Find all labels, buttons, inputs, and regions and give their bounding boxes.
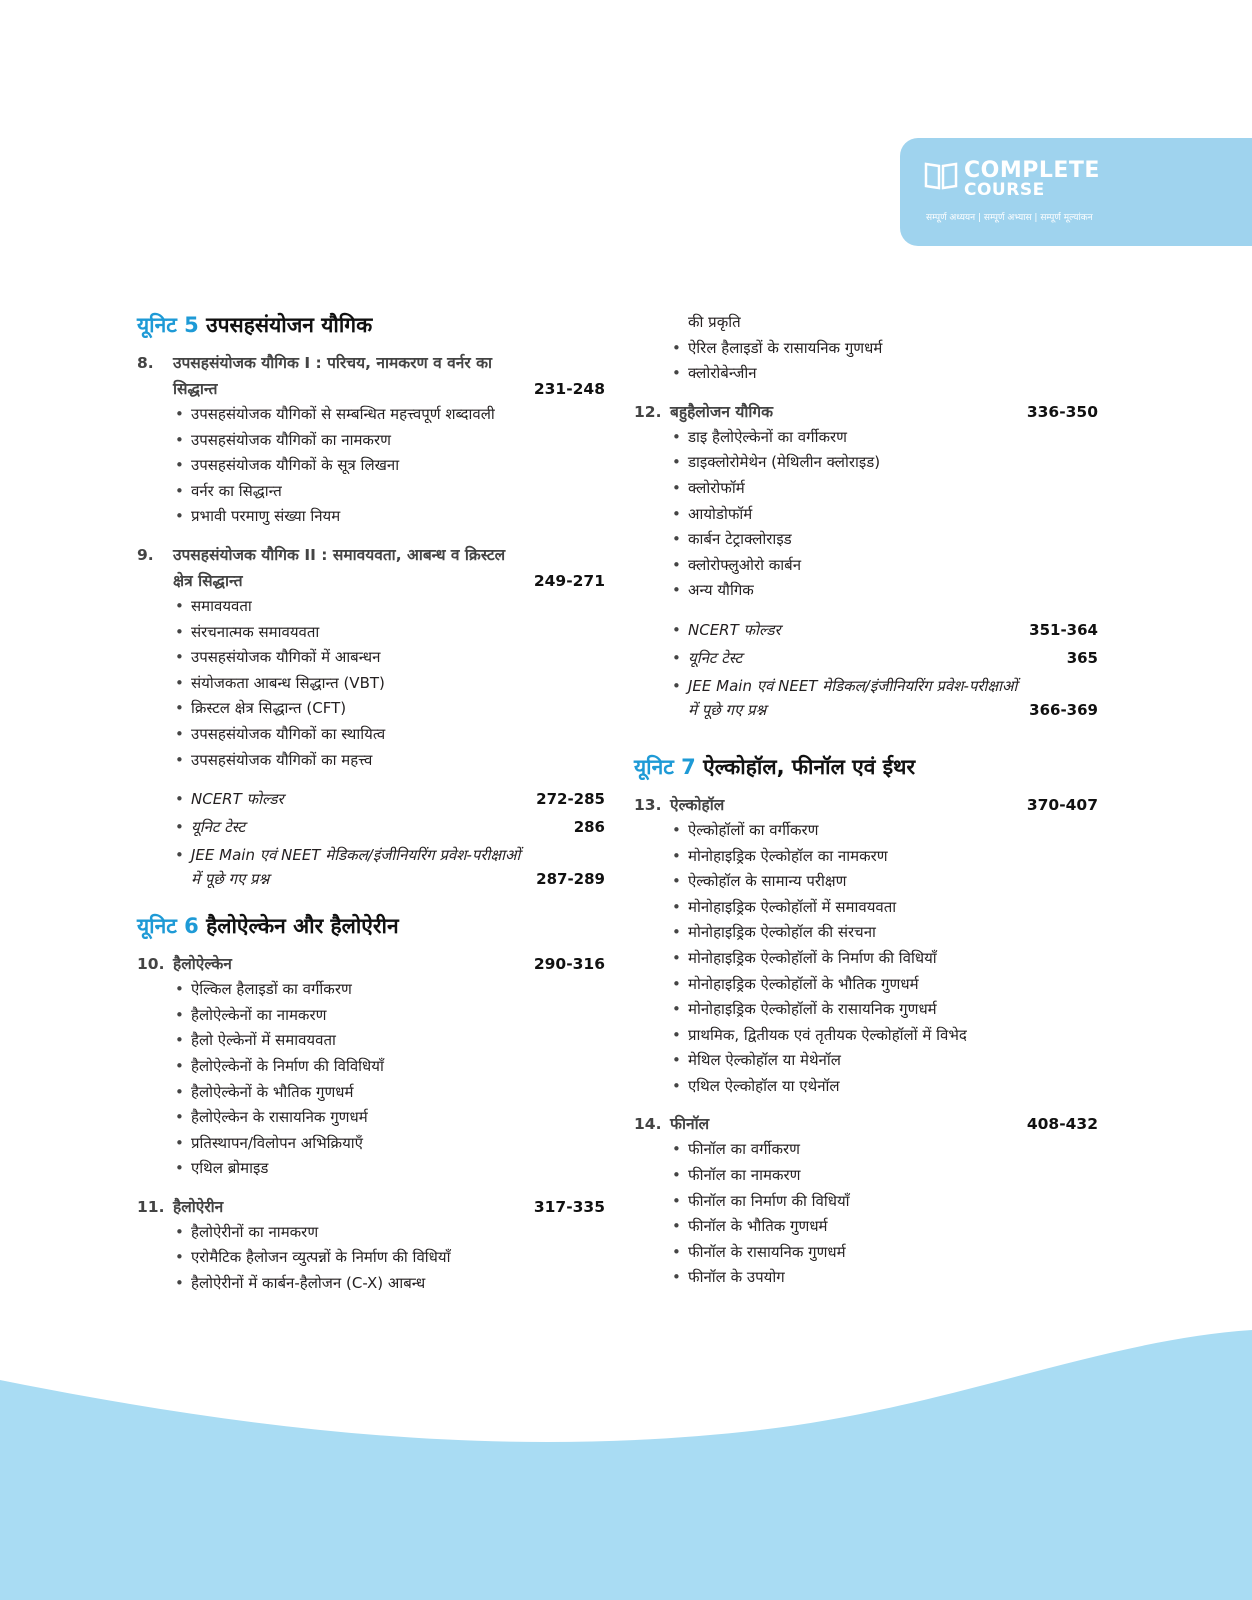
extra-pages: 286 <box>573 818 605 837</box>
topic-item: • मोनोहाइड्रिक ऐल्कोहॉलों के भौतिक गुणधर्म <box>672 972 1098 998</box>
topic-item: • आयोडोफॉर्म <box>672 502 1098 528</box>
topic-item: • उपसहसंयोजक यौगिकों में आबन्धन <box>175 645 605 671</box>
topic-item: • मोनोहाइड्रिक ऐल्कोहॉलों के रासायनिक गुणधर्म <box>672 997 1098 1023</box>
previous-exam-questions-entry[interactable] <box>137 841 605 893</box>
chapter-14-entry[interactable] <box>634 1111 1098 1137</box>
topic-item: • फीनॉल के भौतिक गुणधर्म <box>672 1214 1098 1240</box>
topic-item: • हैलोऐल्केनों के भौतिक गुणधर्म <box>175 1080 605 1106</box>
chapter-pages: 290-316 <box>533 955 605 974</box>
topic-item: • संयोजकता आबन्ध सिद्धान्त (VBT) <box>175 671 605 697</box>
chapter-title: उपसहसंयोजक यौगिक II : समावयवता, आबन्ध व क्रिस्टल क्षेत्र सिद्धान्त <box>173 545 506 590</box>
topic-item: • मोनोहाइड्रिक ऐल्कोहॉल की संरचना <box>672 920 1098 946</box>
toc-left-column <box>137 310 605 1309</box>
unit-6-extras <box>634 616 1098 724</box>
chapter-13-topics <box>634 818 1098 1100</box>
chapter-title: बहुहैलोजन यौगिक <box>670 402 773 421</box>
topic-item: • प्राथमिक, द्वितीयक एवं तृतीयक ऐल्कोहॉलों में विभेद <box>672 1023 1098 1049</box>
topic-item: • क्लोरोफॉर्म <box>672 476 1098 502</box>
chapter-title: फीनॉल <box>670 1115 710 1134</box>
chapter-pages: 317-335 <box>533 1197 605 1216</box>
chapter-number: 13. <box>634 795 662 814</box>
chapter-title: ऐल्कोहॉल <box>670 795 725 814</box>
unit-6-label: यूनिट 6 <box>137 914 199 939</box>
topic-item: • प्रभावी परमाणु संख्या नियम <box>175 504 605 530</box>
chapter-11-continued-topics <box>634 336 1098 387</box>
logo-text-complete: COMPLETE <box>964 158 1100 183</box>
chapter-9-entry[interactable] <box>137 542 605 594</box>
topic-item: • डाइक्लोरोमेथेन (मेथिलीन क्लोराइड) <box>672 450 1098 476</box>
topic-item: • ऐल्किल हैलाइडों का वर्गीकरण <box>175 977 605 1003</box>
topic-item: • हैलोऐरीनों का नामकरण <box>175 1220 605 1246</box>
chapter-10-entry[interactable] <box>137 951 605 977</box>
topic-item: • प्रतिस्थापन/विलोपन अभिक्रियाएँ <box>175 1131 605 1157</box>
topic-item: • हैलो ऐल्केनों में समावयवता <box>175 1028 605 1054</box>
chapter-pages: 249-271 <box>533 571 605 590</box>
chapter-pages: 408-432 <box>1026 1115 1098 1134</box>
topic-item: • उपसहसंयोजक यौगिकों से सम्बन्धित महत्त्वपूर्ण शब्दावली <box>175 402 605 428</box>
chapter-pages: 370-407 <box>1026 795 1098 814</box>
topic-item: • फीनॉल का नामकरण <box>672 1163 1098 1189</box>
topic-item: • कार्बन टेट्राक्लोराइड <box>672 527 1098 553</box>
chapter-13-entry[interactable] <box>634 792 1098 818</box>
chapter-number: 11. <box>137 1197 165 1216</box>
topic-item: • हैलोऐल्केनों के निर्माण की विविधियाँ <box>175 1054 605 1080</box>
topic-item: • हैलोऐल्केनों का नामकरण <box>175 1003 605 1029</box>
chapter-9-topics <box>137 594 605 773</box>
chapter-number: 10. <box>137 955 165 974</box>
topic-item: • क्लोरोबेन्जीन <box>672 361 1098 387</box>
chapter-12-entry[interactable] <box>634 399 1098 425</box>
topic-item: • मोनोहाइड्रिक ऐल्कोहॉल का नामकरण <box>672 844 1098 870</box>
unit-7-label: यूनिट 7 <box>634 754 696 779</box>
topic-item: • उपसहसंयोजक यौगिकों का स्थायित्व <box>175 722 605 748</box>
topic-item: • क्रिस्टल क्षेत्र सिद्धान्त (CFT) <box>175 696 605 722</box>
unit-5-title: उपसहसंयोजन यौगिक <box>206 313 373 337</box>
extra-label: NCERT फोल्डर <box>688 620 781 639</box>
unit-7-title: ऐल्कोहॉल, फीनॉल एवं ईथर <box>703 754 916 779</box>
chapter-8-entry[interactable] <box>137 350 605 402</box>
extra-pages: 366-369 <box>1029 700 1098 719</box>
topic-item: • मोनोहाइड्रिक ऐल्कोहॉलों के निर्माण की विधियाँ <box>672 946 1098 972</box>
topic-item: • ऐरिल हैलाइडों के रासायनिक गुणधर्म <box>672 336 1098 362</box>
topic-item: • उपसहसंयोजक यौगिकों का महत्त्व <box>175 748 605 774</box>
unit-6-heading <box>137 911 605 941</box>
open-book-icon <box>924 160 958 190</box>
topic-item: • एरोमैटिक हैलोजन व्युत्पन्नों के निर्माण की विधियाँ <box>175 1245 605 1271</box>
chapter-number: 14. <box>634 1115 662 1134</box>
extra-pages: 287-289 <box>536 870 605 889</box>
topic-item: • मोनोहाइड्रिक ऐल्कोहॉलों में समावयवता <box>672 895 1098 921</box>
extra-label: JEE Main एवं NEET मेडिकल/इंजीनियरिंग प्रवेश-परीक्षाओं में पूछे गए प्रश्न <box>688 676 1018 719</box>
chapter-title: हैलोऐल्केन <box>173 955 232 974</box>
extra-pages: 365 <box>1066 648 1098 667</box>
chapter-pages: 231-248 <box>533 380 605 398</box>
topic-item: • क्लोरोफ्लुओरो कार्बन <box>672 553 1098 579</box>
chapter-12-topics <box>634 425 1098 604</box>
logo-tagline: सम्पूर्ण अध्ययन | सम्पूर्ण अभ्यास | सम्पूर्ण मूल्यांकन <box>926 213 1093 223</box>
unit-5-label: यूनिट 5 <box>137 313 199 337</box>
topic-item: • फीनॉल का निर्माण की विधियाँ <box>672 1189 1098 1215</box>
topic-item: • एथिल ब्रोमाइड <box>175 1156 605 1182</box>
topic-item: • हैलोऐरीनों में कार्बन-हैलोजन (C-X) आबन्ध <box>175 1271 605 1297</box>
chapter-title: हैलोऐरीन <box>173 1197 224 1216</box>
unit-test-entry[interactable] <box>634 644 1098 672</box>
topic-item: • फीनॉल के रासायनिक गुणधर्म <box>672 1240 1098 1266</box>
chapter-number: 9. <box>137 545 154 564</box>
toc-right-column <box>634 310 1098 1303</box>
extra-label: यूनिट टेस्ट <box>191 818 246 837</box>
topic-item: • वर्नर का सिद्धान्त <box>175 479 605 505</box>
topic-item: • उपसहसंयोजक यौगिकों का नामकरण <box>175 428 605 454</box>
chapter-11-topics <box>137 1220 605 1297</box>
unit-test-entry[interactable] <box>137 813 605 841</box>
topic-item: • फीनॉल के उपयोग <box>672 1265 1098 1291</box>
topic-item: • डाइ हैलोऐल्केनों का वर्गीकरण <box>672 425 1098 451</box>
complete-course-logo <box>900 138 1252 246</box>
unit-7-heading <box>634 752 1098 782</box>
chapter-title: उपसहसंयोजक यौगिक I : परिचय, नामकरण व वर्नर का सिद्धान्त <box>173 354 492 398</box>
extra-pages: 351-364 <box>1029 620 1098 639</box>
decorative-wave <box>0 1320 1252 1600</box>
unit-6-title: हैलोऐल्केन और हैलोऐरीन <box>206 914 399 939</box>
topic-item: • अन्य यौगिक <box>672 578 1098 604</box>
logo-text-course: COURSE <box>964 180 1045 200</box>
ncert-folder-entry[interactable] <box>137 785 605 813</box>
topic-item: • हैलोऐल्केन के रासायनिक गुणधर्म <box>175 1105 605 1131</box>
chapter-10-topics <box>137 977 605 1182</box>
topic-item: • संरचनात्मक समावयवता <box>175 620 605 646</box>
chapter-pages: 336-350 <box>1026 402 1098 421</box>
extra-label: यूनिट टेस्ट <box>688 648 743 667</box>
ncert-folder-entry[interactable] <box>634 616 1098 644</box>
unit-5-extras <box>137 785 605 893</box>
chapter-8-topics <box>137 402 605 530</box>
chapter-14-topics <box>634 1137 1098 1291</box>
topic-item: • समावयवता <box>175 594 605 620</box>
extra-label: NCERT फोल्डर <box>191 790 284 809</box>
chapter-11-entry[interactable] <box>137 1194 605 1220</box>
topic-item: • उपसहसंयोजक यौगिकों के सूत्र लिखना <box>175 453 605 479</box>
chapter-number: 12. <box>634 402 662 421</box>
extra-pages: 272-285 <box>536 790 605 809</box>
topic-item: • ऐल्कोहॉलों का वर्गीकरण <box>672 818 1098 844</box>
previous-exam-questions-entry[interactable] <box>634 672 1098 724</box>
topic-item: • फीनॉल का वर्गीकरण <box>672 1137 1098 1163</box>
topic-item: • मेथिल ऐल्कोहॉल या मेथेनॉल <box>672 1048 1098 1074</box>
unit-5-heading <box>137 310 605 340</box>
chapter-number: 8. <box>137 354 154 372</box>
extra-label: JEE Main एवं NEET मेडिकल/इंजीनियरिंग प्रवेश-परीक्षाओं में पूछे गए प्रश्न <box>191 846 521 889</box>
topic-item: • एथिल ऐल्कोहॉल या एथेनॉल <box>672 1074 1098 1100</box>
continued-topic-text: की प्रकृति <box>688 313 741 331</box>
topic-item: • ऐल्कोहॉल के सामान्य परीक्षण <box>672 869 1098 895</box>
